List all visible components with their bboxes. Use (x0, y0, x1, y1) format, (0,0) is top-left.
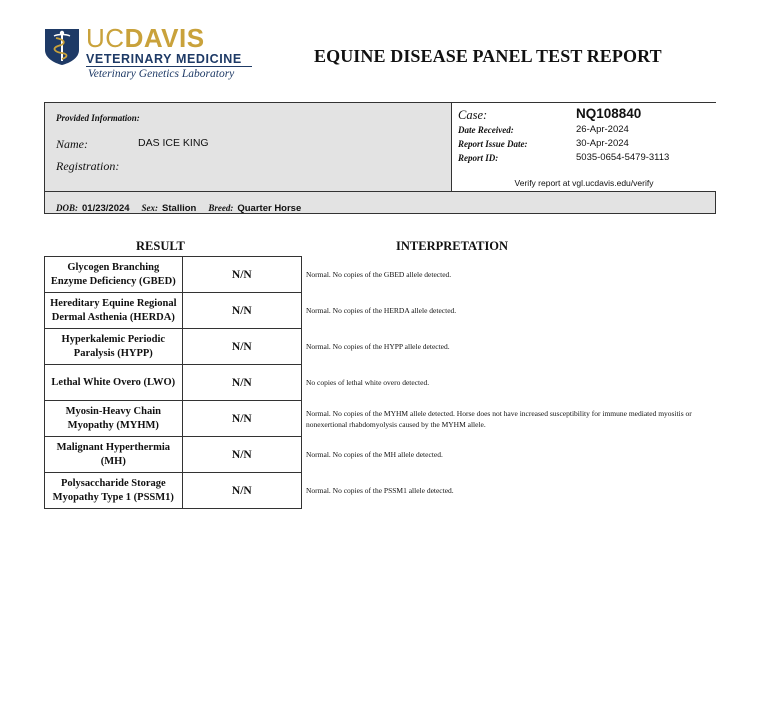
test-result: N/N (182, 365, 301, 401)
report-issue-date-label: Report Issue Date: (458, 139, 528, 149)
test-name: Myosin-Heavy Chain Myopathy (MYHM) (45, 401, 183, 437)
ucdavis-wordmark: UCDAVIS (86, 23, 205, 53)
logo-divider (86, 66, 252, 67)
caduceus-shield-icon (44, 28, 80, 66)
provided-information-panel (45, 103, 452, 191)
sex-label: Sex: (141, 203, 159, 213)
name-label: Name: (56, 137, 88, 151)
test-name: Glycogen Branching Enzyme Deficiency (GBED) (45, 257, 183, 293)
report-issue-date-value: 30-Apr-2024 (576, 138, 629, 149)
table-row (45, 365, 302, 401)
date-received-value: 26-Apr-2024 (576, 124, 629, 135)
test-name: Lethal White Overo (LWO) (45, 365, 183, 401)
test-name: Polysaccharide Storage Myopathy Type 1 (PSSM1) (45, 473, 183, 509)
test-result: N/N (182, 473, 301, 509)
date-received-label: Date Received: (458, 125, 514, 135)
table-row (45, 329, 302, 365)
test-result: N/N (182, 329, 301, 365)
verify-link-text[interactable]: Verify report at vgl.ucdavis.edu/verify (514, 178, 654, 188)
report-id-label: Report ID: (458, 153, 499, 163)
test-name: Malignant Hyperthermia (MH) (45, 437, 183, 473)
test-result: N/N (182, 257, 301, 293)
results-table (44, 256, 302, 509)
school-name: VETERINARY MEDICINE (86, 52, 242, 66)
table-row (45, 473, 302, 509)
result-header: RESULT (136, 239, 185, 253)
table-row (45, 401, 302, 437)
registration-label: Registration: (56, 159, 120, 173)
dob-value: 01/23/2024 (82, 203, 130, 214)
test-name: Hyperkalemic Periodic Paralysis (HYPP) (45, 329, 183, 365)
animal-details-bar (45, 191, 715, 213)
interpretation-header: INTERPRETATION (396, 239, 509, 253)
test-result: N/N (182, 293, 301, 329)
dob-label: DOB: (56, 203, 78, 213)
name-value: DAS ICE KING (138, 137, 209, 149)
interpretation-lwo: No copies of lethal white overo detected. (306, 378, 430, 387)
interpretation-pssm1: Normal. No copies of the PSSM1 allele detected. (306, 486, 454, 495)
breed-label: Breed: (208, 203, 234, 213)
table-row (45, 257, 302, 293)
report-id-value: 5035-0654-5479-3113 (576, 152, 670, 163)
sex-value: Stallion (162, 203, 197, 214)
case-label: Case: (458, 108, 488, 122)
animal-details-line (56, 198, 301, 216)
case-number: NQ108840 (576, 106, 642, 121)
interpretation-mh: Normal. No copies of the MH allele detected. (306, 450, 443, 459)
interpretation-gbed: Normal. No copies of the GBED allele detected. (306, 270, 452, 279)
case-info-box (44, 102, 716, 214)
breed-value: Quarter Horse (237, 203, 302, 214)
interpretation-myhm: Normal. No copies of the MYHM allele detected. Horse does not have increased susceptibility for immune mediated myositis or nonexertional rhabdomyolysis caused by the MYHM allele. (306, 409, 692, 429)
test-result: N/N (182, 437, 301, 473)
table-row (45, 437, 302, 473)
test-result: N/N (182, 401, 301, 437)
lab-name: Veterinary Genetics Laboratory (88, 68, 235, 80)
report-title: EQUINE DISEASE PANEL TEST REPORT (314, 46, 662, 66)
ucdavis-logo (44, 23, 259, 86)
interpretation-herda: Normal. No copies of the HERDA allele detected. (306, 306, 457, 315)
interpretation-hypp: Normal. No copies of the HYPP allele detected. (306, 342, 450, 351)
provided-information-heading: Provided Information: (56, 113, 140, 123)
test-name: Hereditary Equine Regional Dermal Asthenia (HERDA) (45, 293, 183, 329)
table-row (45, 293, 302, 329)
case-details-panel (452, 103, 716, 191)
